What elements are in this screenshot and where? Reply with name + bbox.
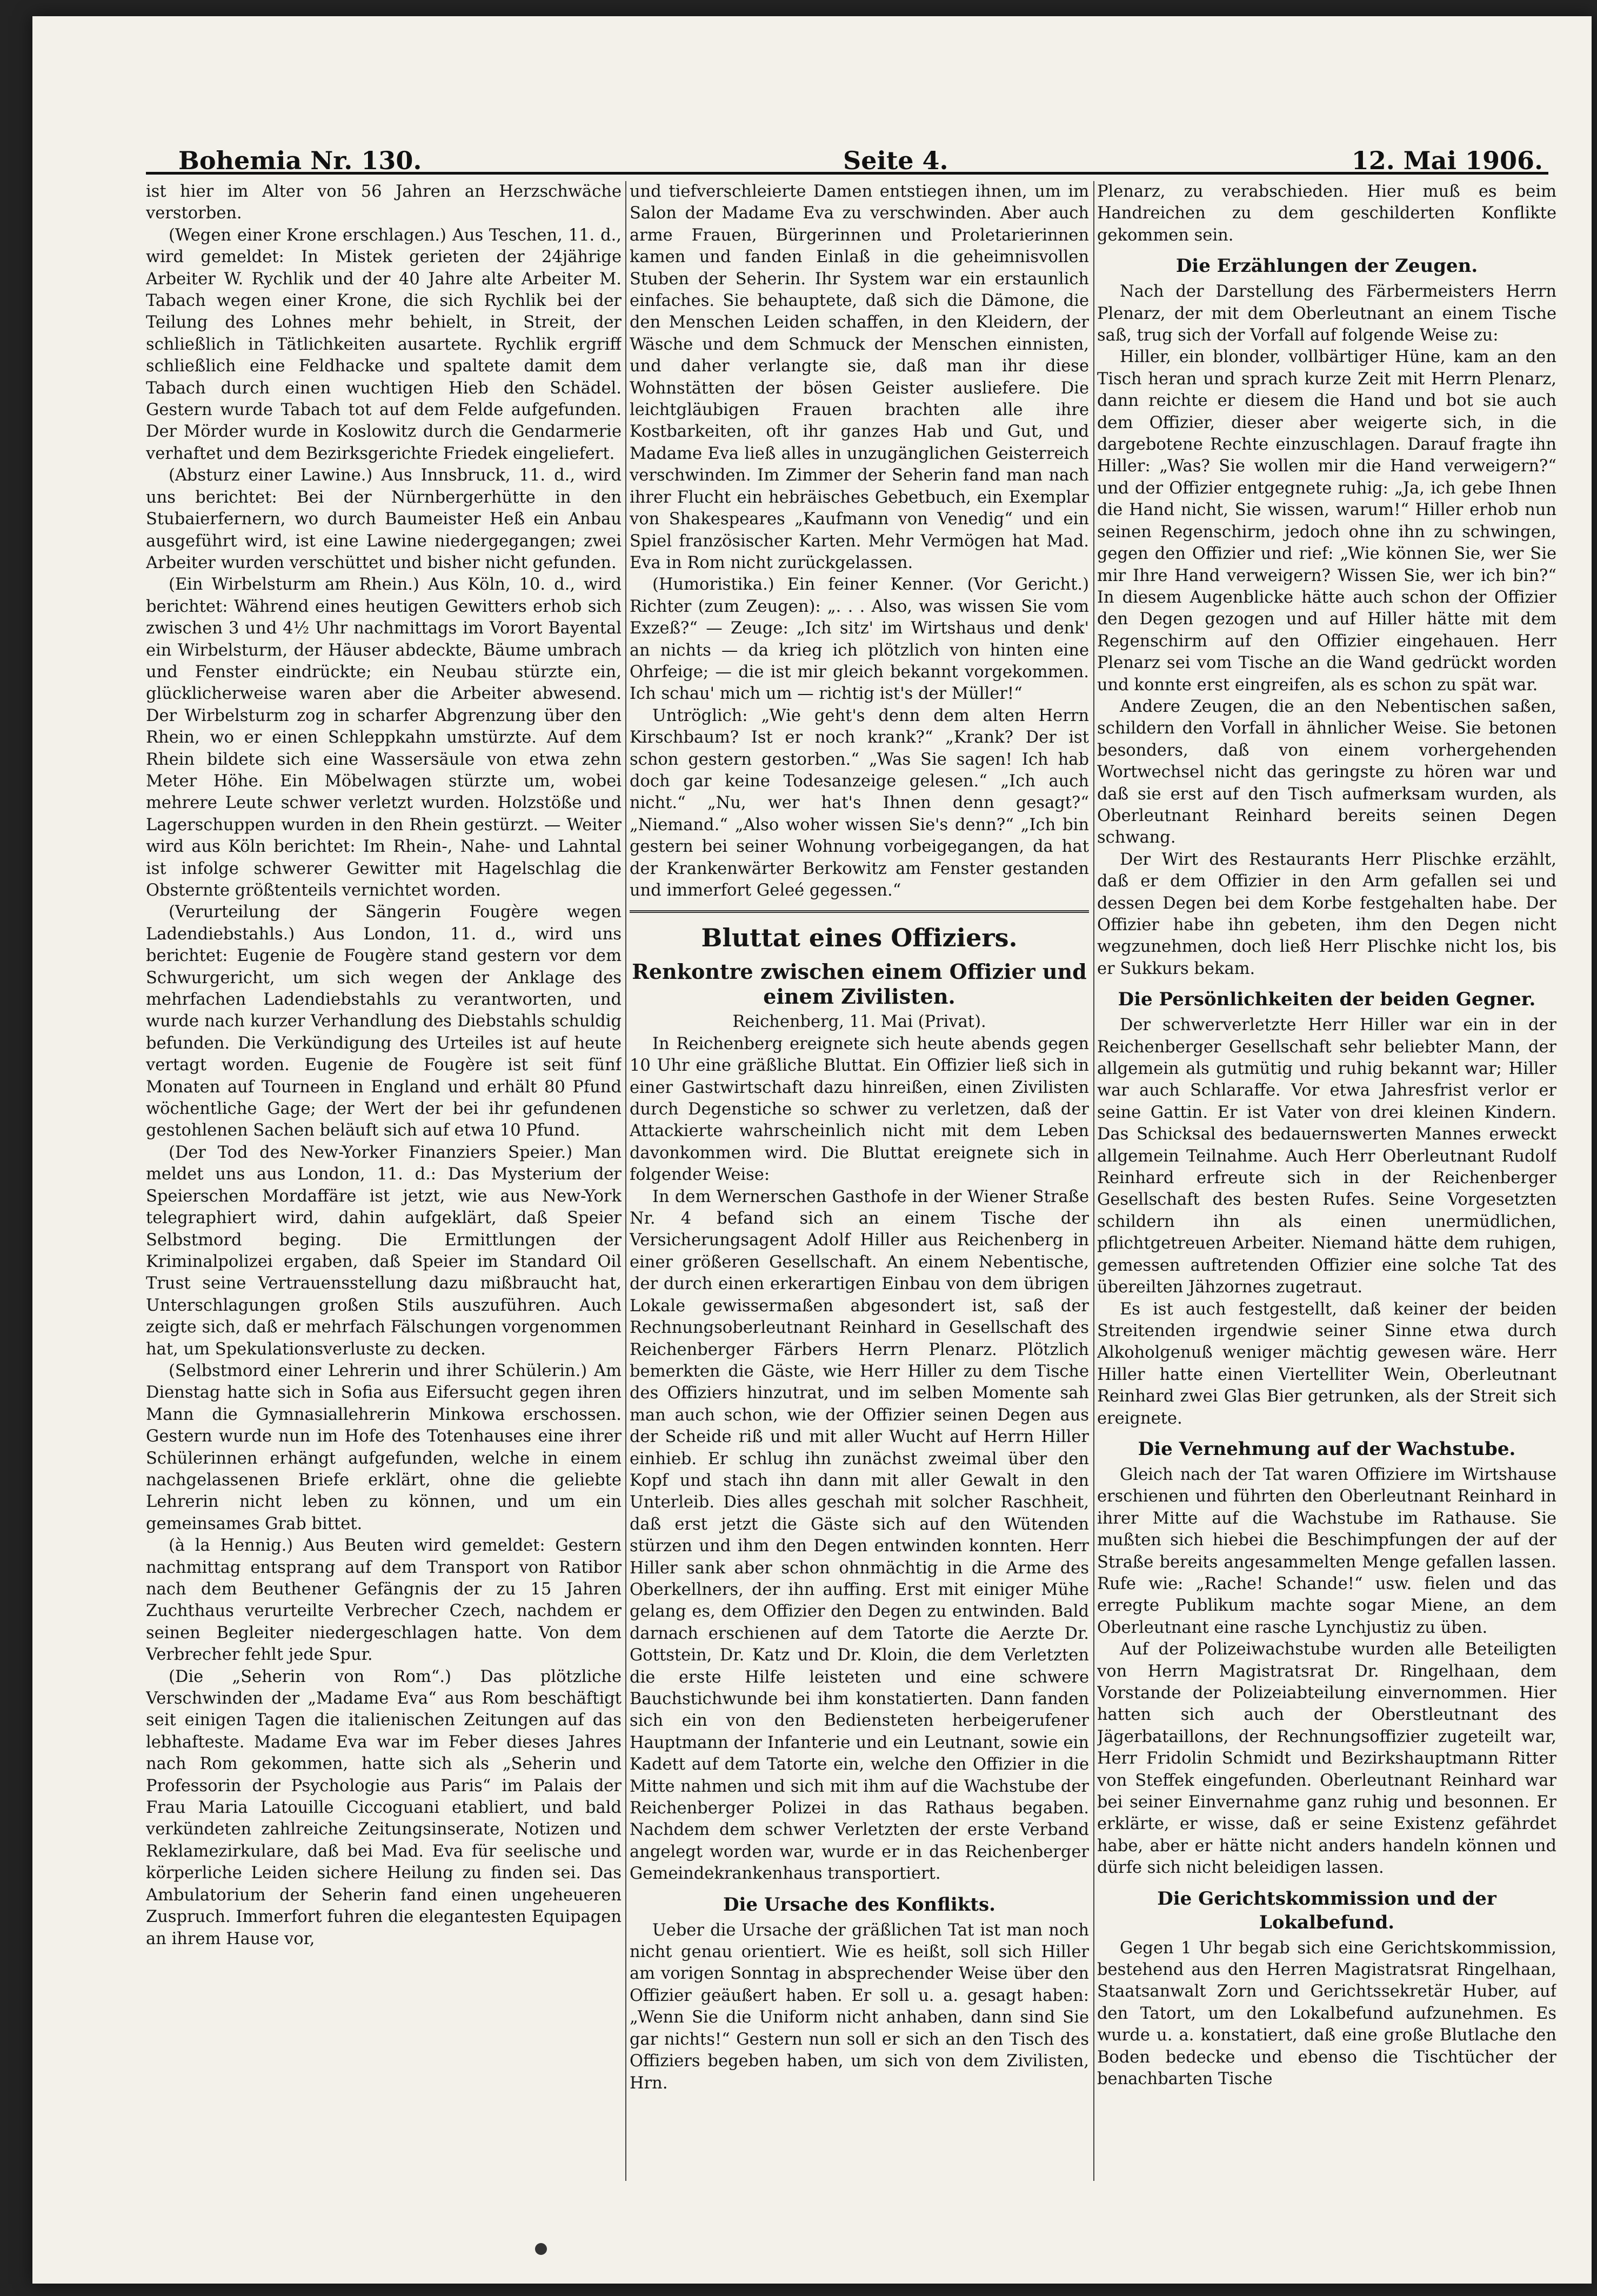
article-paragraph: (Die „Seherin von Rom“.) Das plötzliche Verschwinden der „Madame Eva“ aus Rom beschäftigt seit einigen Tagen die italienischen Zeitungen auf das lebhafteste. Madame Eva war im Feber dieses Jahres nach Rom gekommen, hatte sich als „Seherin und Professorin der Psychologie aus Paris“ im Palais der Frau Maria Latouille Ciccoguani etabliert, und bald verkündeten zahlreiche Zeitungsinserate, Notizen und Reklamezirkulare, daß bei Mad. Eva für seelische und körperliche Leiden sichere Heilung zu finden sei. Das Ambulatorium der Seherin fand einen ungeheueren Zuspruch. Immerfort fuhren die elegantesten Equipagen an ihrem Hause vor, (146, 1667, 622, 1948)
article-paragraph: Hiller, ein blonder, vollbärtiger Hüne, kam an den Tisch heran und sprach kurze Zeit mit Herrn Plenarz, dann reichte er diesem die Hand und bot sie auch dem Offizier, dieser aber weigerte sich, in die dargebotene Rechte einzuschlagen. Darauf fragte ihn Hiller: „Was? Sie wollen mir die Hand verweigern?“ und der Offizier entgegnete ruhig: „Ja, ich gebe Ihnen die Hand nicht, Sie wissen, warum!“ Hiller erhob nun seinen Regenschirm, jedoch ohne ihn zu schwingen, gegen den Offizier und rief: „Wie können Sie, wer Sie mir Ihre Hand verweigern? Wissen Sie, wer ich bin?“ In diesem Augenblicke hätte auch schon der Offizier den Degen gezogen und auf Hiller hätte mit dem Regenschirm auf den Offizier eingehauen. Herr Plenarz sei vom Tische an die Wand gedrückt worden und konnte erst eingreifen, als es schon zu spät war. (1097, 348, 1556, 695)
article-paragraph: Auf der Polizeiwachstube wurden alle Beteiligten von Herrn Magistratsrat Dr. Ringelhaan, dem Vorstande der Polizeiabteilung einvernommen. Hier hatten sich auch der Oberstleutnant des Jägerbataillons, der Rechnungsoffizier zugeteilt war, Herr Fridolin Schmidt und Bezirkshauptmann Ritter von Steffek eingefunden. Oberleutnant Reinhard war bei seiner Einvernahme ganz ruhig und besonnen. Er erklärte, er wisse, daß er seine Existenz gefährdet habe, aber er hätte nicht anders handeln können und dürfe sich nicht beleidigen lassen. (1097, 1640, 1556, 1878)
section-heading: Die Ursache des Konflikts. (723, 1893, 995, 1915)
header-issue: Bohemia Nr. 130. (178, 146, 422, 175)
article-paragraph: und tiefverschleierte Damen entstiegen ihnen, um im Salon der Madame Eva zu verschwinden. Aber auch arme Frauen, Bürgerinnen und Proletarierinnen kamen und fanden Einlaß in die geheimnisvollen Stuben der Seherin. Ihr System war ein erstaunlich einfaches. Sie behauptete, daß sich die Dämone, die den Menschen Leiden schaffen, in den Kleidern, der Wäsche und dem Schmuck der Menschen einnisten, und daher verlangte sie, daß man ihr diese Wohnstätten der bösen Geister ausliefere. Die leichtgläubigen Frauen brachten alle ihre Kostbarkeiten, oft ihr ganzes Hab und Gut, und Madame Eva ließ alles in unzugänglichen Geisterreich verschwinden. Im Zimmer der Seherin fand man nach ihrer Flucht ein hebräisches Gebetbuch, ein Exemplar von Shakespeares „Kaufmann von Venedig“ und ein Spiel französischer Karten. Mehr Vermögen hat Mad. Eva in Rom nicht zurückgelassen. (630, 182, 1089, 572)
article-paragraph: (à la Hennig.) Aus Beuten wird gemeldet: Gestern nachmittag entsprang auf dem Transport von Ratibor nach dem Beuthener Gefängnis der zu 15 Jahren Zuchthaus verurteilte Verbrecher Czech, nachdem er seinen Begleiter niedergeschlagen hatte. Von dem Verbrecher fehlt jede Spur. (146, 1536, 622, 1665)
article-subtitle: Renkontre zwischen einem Offizier und einem Zivilisten. (632, 959, 1087, 1009)
section-heading: Die Gerichtskommission und der Lokalbefund. (1157, 1887, 1496, 1933)
header-rule (146, 172, 1548, 175)
article-paragraph: (Der Tod des New-Yorker Finanziers Speier.) Man meldet uns aus London, 11. d.: Das Mysterium der Speierschen Mordaffäre ist jetzt, wie aus New-York telegraphiert wird, dahin aufgeklärt, daß Speier Selbstmord beging. Die Ermittlungen der Kriminalpolizei ergaben, daß Speier im Standard Oil Trust seine Vertrauensstellung dazu mißbraucht hat, Unterschlagungen großen Stils auszuführen. Auch zeigte sich, daß er mehrfach Fälschungen vorgenommen hat, um Spekulationsverluste zu decken. (146, 1143, 622, 1359)
article-paragraph: In dem Wernerschen Gasthofe in der Wiener Straße Nr. 4 befand sich an einem Tische der Versicherungsagent Adolf Hiller aus Reichenberg in einer größeren Gesellschaft. An einem Nebentische, der durch einen erkerartigen Einbau von dem übrigen Lokale gewissermaßen abgesondert ist, saß der Rechnungsoberleutnant Reinhard in Gesellschaft des Reichenberger Färbers Herrn Plenarz. Plötzlich bemerkten die Gäste, wie Herr Hiller zu dem Tische des Offiziers hinzutrat, und im selben Momente sah man auch schon, wie der Offizier seinen Degen aus der Scheide riß und mit aller Wucht auf Herrn Hiller einhieb. Er schlug ihn zunächst zweimal über den Kopf und stach ihn dann mit aller Gewalt in den Unterleib. Dies alles geschah mit solcher Raschheit, daß erst jetzt die Gäste sich auf den Wütenden stürzen und ihm den Degen entwinden konnten. Herr Hiller sank aber schon ohnmächtig in die Arme des Oberkellners, der ihn auffing. Erst mit einiger Mühe gelang es, dem Offizier den Degen zu entwinden. Bald darnach erschienen auf dem Tatorte die Aerzte Dr. Gottstein, Dr. Katz und Dr. Kloin, die dem Verletzten die erste Hilfe leisteten und eine schwere Bauchstichwunde bei ihm konstatierten. Dann fanden sich ein von den Bediensteten herbeigerufener Hauptmann der Infanterie und ein Leutnant, sowie ein Kadett auf dem Tatorte ein, welche den Offizier in die Mitte nahmen und sich mit ihm auf die Wachstube der Reichenberger Polizei in das Rathaus begaben. Nachdem dem schwer Verletzten der erste Verband angelegt worden war, wurde er in das Reichenberger Gemeindekrankenhaus transportiert. (630, 1187, 1089, 1884)
section-heading: Die Persönlichkeiten der beiden Gegner. (1118, 989, 1536, 1011)
header-date: 12. Mai 1906. (1351, 146, 1543, 175)
article-paragraph: Gegen 1 Uhr begab sich eine Gerichtskommission, bestehend aus den Herren Magistratsrat Ringelhaan, Staatsanwalt Zorn und Gerichtssekretär Huber, auf den Tatort, um den Lokalbefund aufzunehmen. Es wurde u. a. konstatiert, daß eine große Blutlache den Boden bedecke und ebenso die Tischtücher der benachbarten Tische (1097, 1938, 1556, 2089)
article-title: Bluttat eines Offiziers. (701, 923, 1018, 953)
section-heading: Die Erzählungen der Zeugen. (1175, 255, 1478, 277)
article-paragraph: Ueber die Ursache der gräßlichen Tat ist man noch nicht genau orientiert. Wie es heißt, soll sich Hiller am vorigen Sonntag in absprechender Weise über den Offizier geäußert haben. Er soll u. a. gesagt haben: „Wenn Sie die Uniform nicht anhaben, dann sind Sie gar nichts!“ Gestern nun soll er sich an den Tisch des Offiziers begeben haben, um sich von dem Zivilisten, Hrn. (630, 1920, 1089, 2093)
column-1 (146, 181, 622, 2181)
article-paragraph: (Ein Wirbelsturm am Rhein.) Aus Köln, 10. d., wird berichtet: Während eines heutigen Gewitters erhob sich zwischen 3 und 4½ Uhr nachmittags im Vorort Bayental ein Wirbelsturm, der Häuser abdeckte, Bäume umbrach und Fenster eindrückte; ein Neubau stürzte ein, glücklicherweise waren aber die Arbeiter abwesend. Der Wirbelsturm zog in scharfer Abgrenzung über den Rhein, wo er einen Schleppkahn umstürzte. Auf dem Rhein bildete sich eine Wassersäule von etwa zehn Meter Höhe. Ein Möbelwagen stürzte um, wobei mehrere Leute schwer verletzt wurden. Holzstöße und Lagerschuppen wurden in den Rhein gestürzt. — Weiter wird aus Köln berichtet: Im Rhein-, Nahe- und Lahntal ist infolge schwerer Gewitter mit Hagelschlag die Obsternte größtenteils vernichtet worden. (146, 575, 622, 900)
article-dateline: Reichenberg, 11. Mai (Privat). (732, 1012, 986, 1032)
ink-dot (535, 2243, 547, 2255)
article-paragraph: Andere Zeugen, die an den Nebentischen saßen, schildern den Vorfall in ähnlicher Weise. Sie betonen besonders, daß von einem vorhergehenden Wortwechsel nicht das geringste zu hören war und daß sie erst auf den Tisch aufmerksam wurden, als Oberleutnant Reinhard bereits seinen Degen schwang. (1097, 697, 1556, 847)
article-paragraph: (Absturz einer Lawine.) Aus Innsbruck, 11. d., wird uns berichtet: Bei der Nürnbergerhütte in den Stubaierfernern, wo durch Baumeister Heß ein Anbau ausgeführt wird, ist eine Lawine niedergegangen; zwei Arbeiter wurden verschüttet und bisher nicht gefunden. (146, 466, 622, 572)
article-paragraph: (Verurteilung der Sängerin Fougère wegen Ladendiebstahls.) Aus London, 11. d., wird uns berichtet: Eugenie de Fougère stand gestern vor dem Schwurgericht, um sich wegen der Anklage des mehrfachen Ladendiebstahls zu verantworten, und wurde nach kurzer Verhandlung des Diebstahls schuldig befunden. Die Verkündigung des Urteiles ist auf heute vertagt worden. Eugenie de Fougère ist seit fünf Monaten auf Tourneen in England und erhält 80 Pfund wöchentliche Gage; der Wert der bei ihr gefundenen gestohlenen Sachen beläuft sich auf etwa 10 Pfund. (146, 903, 622, 1140)
article-paragraph: Untröglich: „Wie geht's denn dem alten Herrn Kirschbaum? Ist er noch krank?“ „Krank? Der ist schon gestern gestorben.“ „Was Sie sagen! Ich hab doch gar keine Todesanzeige gelesen.“ „Ich auch nicht.“ „Nu, wer hat's Ihnen denn gesagt?“ „Niemand.“ „Also woher wissen Sie's denn?“ „Ich bin gestern bei seiner Wohnung vorbeigegangen, da hat der Krankenwärter Berkowitz am Fenster gestanden und immerfort Geleé gegessen.“ (630, 706, 1089, 900)
article-paragraph: Der Wirt des Restaurants Herr Plischke erzählt, daß er dem Offizier in den Arm gefallen sei und dessen Degen bei dem Korbe festgehalten habe. Der Offizier habe ihn gebeten, ihm den Degen nicht wegzunehmen, doch ließ Herr Plischke nicht los, bis er Sukkurs bekam. (1097, 850, 1556, 978)
column-3 (1097, 181, 1556, 2181)
section-divider (630, 910, 1089, 913)
article-paragraph: (Selbstmord einer Lehrerin und ihrer Schülerin.) Am Dienstag hatte sich in Sofia aus Eifersucht gegen ihren Mann die Gymnasiallehrerin Minkowa erschossen. Gestern wurde nun im Hofe des Totenhauses eine ihrer Schülerinnen erhängt aufgefunden, welche in einem nachgelassenen Briefe erklärt, ohne die geliebte Lehrerin nicht leben zu können, und um ein gemeinsames Grab bittet. (146, 1361, 622, 1533)
column-2 (630, 181, 1089, 2181)
column-divider (625, 181, 626, 2181)
article-paragraph: Plenarz, zu verabschieden. Hier muß es beim Handreichen zu dem geschilderten Konflikte gekommen sein. (1097, 182, 1556, 245)
section-heading: Die Vernehmung auf der Wachstube. (1138, 1438, 1516, 1460)
article-paragraph: Nach der Darstellung des Färbermeisters Herrn Plenarz, der mit dem Oberleutnant an einem Tische saß, trug sich der Vorfall auf folgende Weise zu: (1097, 282, 1556, 345)
article-paragraph: (Humoristika.) Ein feiner Kenner. (Vor Gericht.) Richter (zum Zeugen): „. . . Also, was wissen Sie vom Exzeß?“ — Zeuge: „Ich sitz' im Wirtshaus und denk' an nichts — da krieg ich plötzlich von hinten eine Ohrfeige; — die ist mir gleich bekannt vorgekommen. Ich schau' mich um — richtig ist's der Müller!“ (630, 575, 1089, 704)
column-divider (1093, 181, 1094, 2181)
article-paragraph: (Wegen einer Krone erschlagen.) Aus Teschen, 11. d., wird gemeldet: In Mistek gerieten der 24jährige Arbeiter W. Rychlik und der 40 Jahre alte Arbeiter M. Tabach wegen einer Krone, die sich Rychlik bei der Teilung des Lohnes mehr behielt, in Streit, der schließlich in Tätlichkeiten ausartete. Rychlik ergriff schließlich eine Feldhacke und spaltete damit dem Tabach durch einen wuchtigen Hieb den Schädel. Gestern wurde Tabach tot auf dem Felde aufgefunden. Der Mörder wurde in Koslowitz durch die Gendarmerie verhaftet und dem Bezirksgerichte Friedek eingeliefert. (146, 225, 622, 463)
article-paragraph: ist hier im Alter von 56 Jahren an Herzschwäche verstorben. (146, 182, 622, 223)
article-paragraph: Es ist auch festgestellt, daß keiner der beiden Streitenden irgendwie seiner Sinne etwa durch Alkoholgenuß weniger mächtig gewesen wäre. Herr Hiller hatte einen Viertelliter Wein, Oberleutnant Reinhard zwei Glas Bier getrunken, als der Streit sich ereignete. (1097, 1299, 1556, 1428)
article-paragraph: In Reichenberg ereignete sich heute abends gegen 10 Uhr eine gräßliche Bluttat. Ein Offizier ließ sich in einer Gastwirtschaft dazu hinreißen, einen Zivilisten durch Degenstiche so schwer zu verletzen, daß der Attackierte wahrscheinlich nicht mit dem Leben davonkommen wird. Die Bluttat ereignete sich in folgender Weise: (630, 1034, 1089, 1185)
page-header (178, 146, 1543, 184)
header-page-number: Seite 4. (843, 146, 948, 175)
article-paragraph: Der schwerverletzte Herr Hiller war ein in der Reichenberger Gesellschaft sehr beliebter Mann, der allgemein als gutmütig und ruhig bekannt war; Hiller war auch Schlaraffe. Vor etwa Jahresfrist verlor er seine Gattin. Er ist Vater von drei kleinen Kindern. Das Schicksal des bedauernswerten Mannes erweckt allgemein Teilnahme. Auch Herr Oberleutnant Rudolf Reinhard erfreute sich in der Reichenberger Gesellschaft des besten Rufes. Seine Vorgesetzten schildern ihn als einen unermüdlichen, pflichtgetreuen Arbeiter. Niemand hätte dem ruhigen, gemessen auftretenden Offizier eine solche Tat des übereilten Jähzornes zugetraut. (1097, 1016, 1556, 1297)
article-paragraph: Gleich nach der Tat waren Offiziere im Wirtshause erschienen und führten den Oberleutnant Reinhard in ihrer Mitte auf die Wachstube im Rathause. Sie mußten sich hiebei die Beschimpfungen der auf der Straße bereits angesammelten Menge gefallen lassen. Rufe wie: „Rache! Schande!“ usw. fielen und das erregte Publikum machte sogar Miene, an dem Oberleutnant eine rasche Lynchjustiz zu üben. (1097, 1465, 1556, 1637)
